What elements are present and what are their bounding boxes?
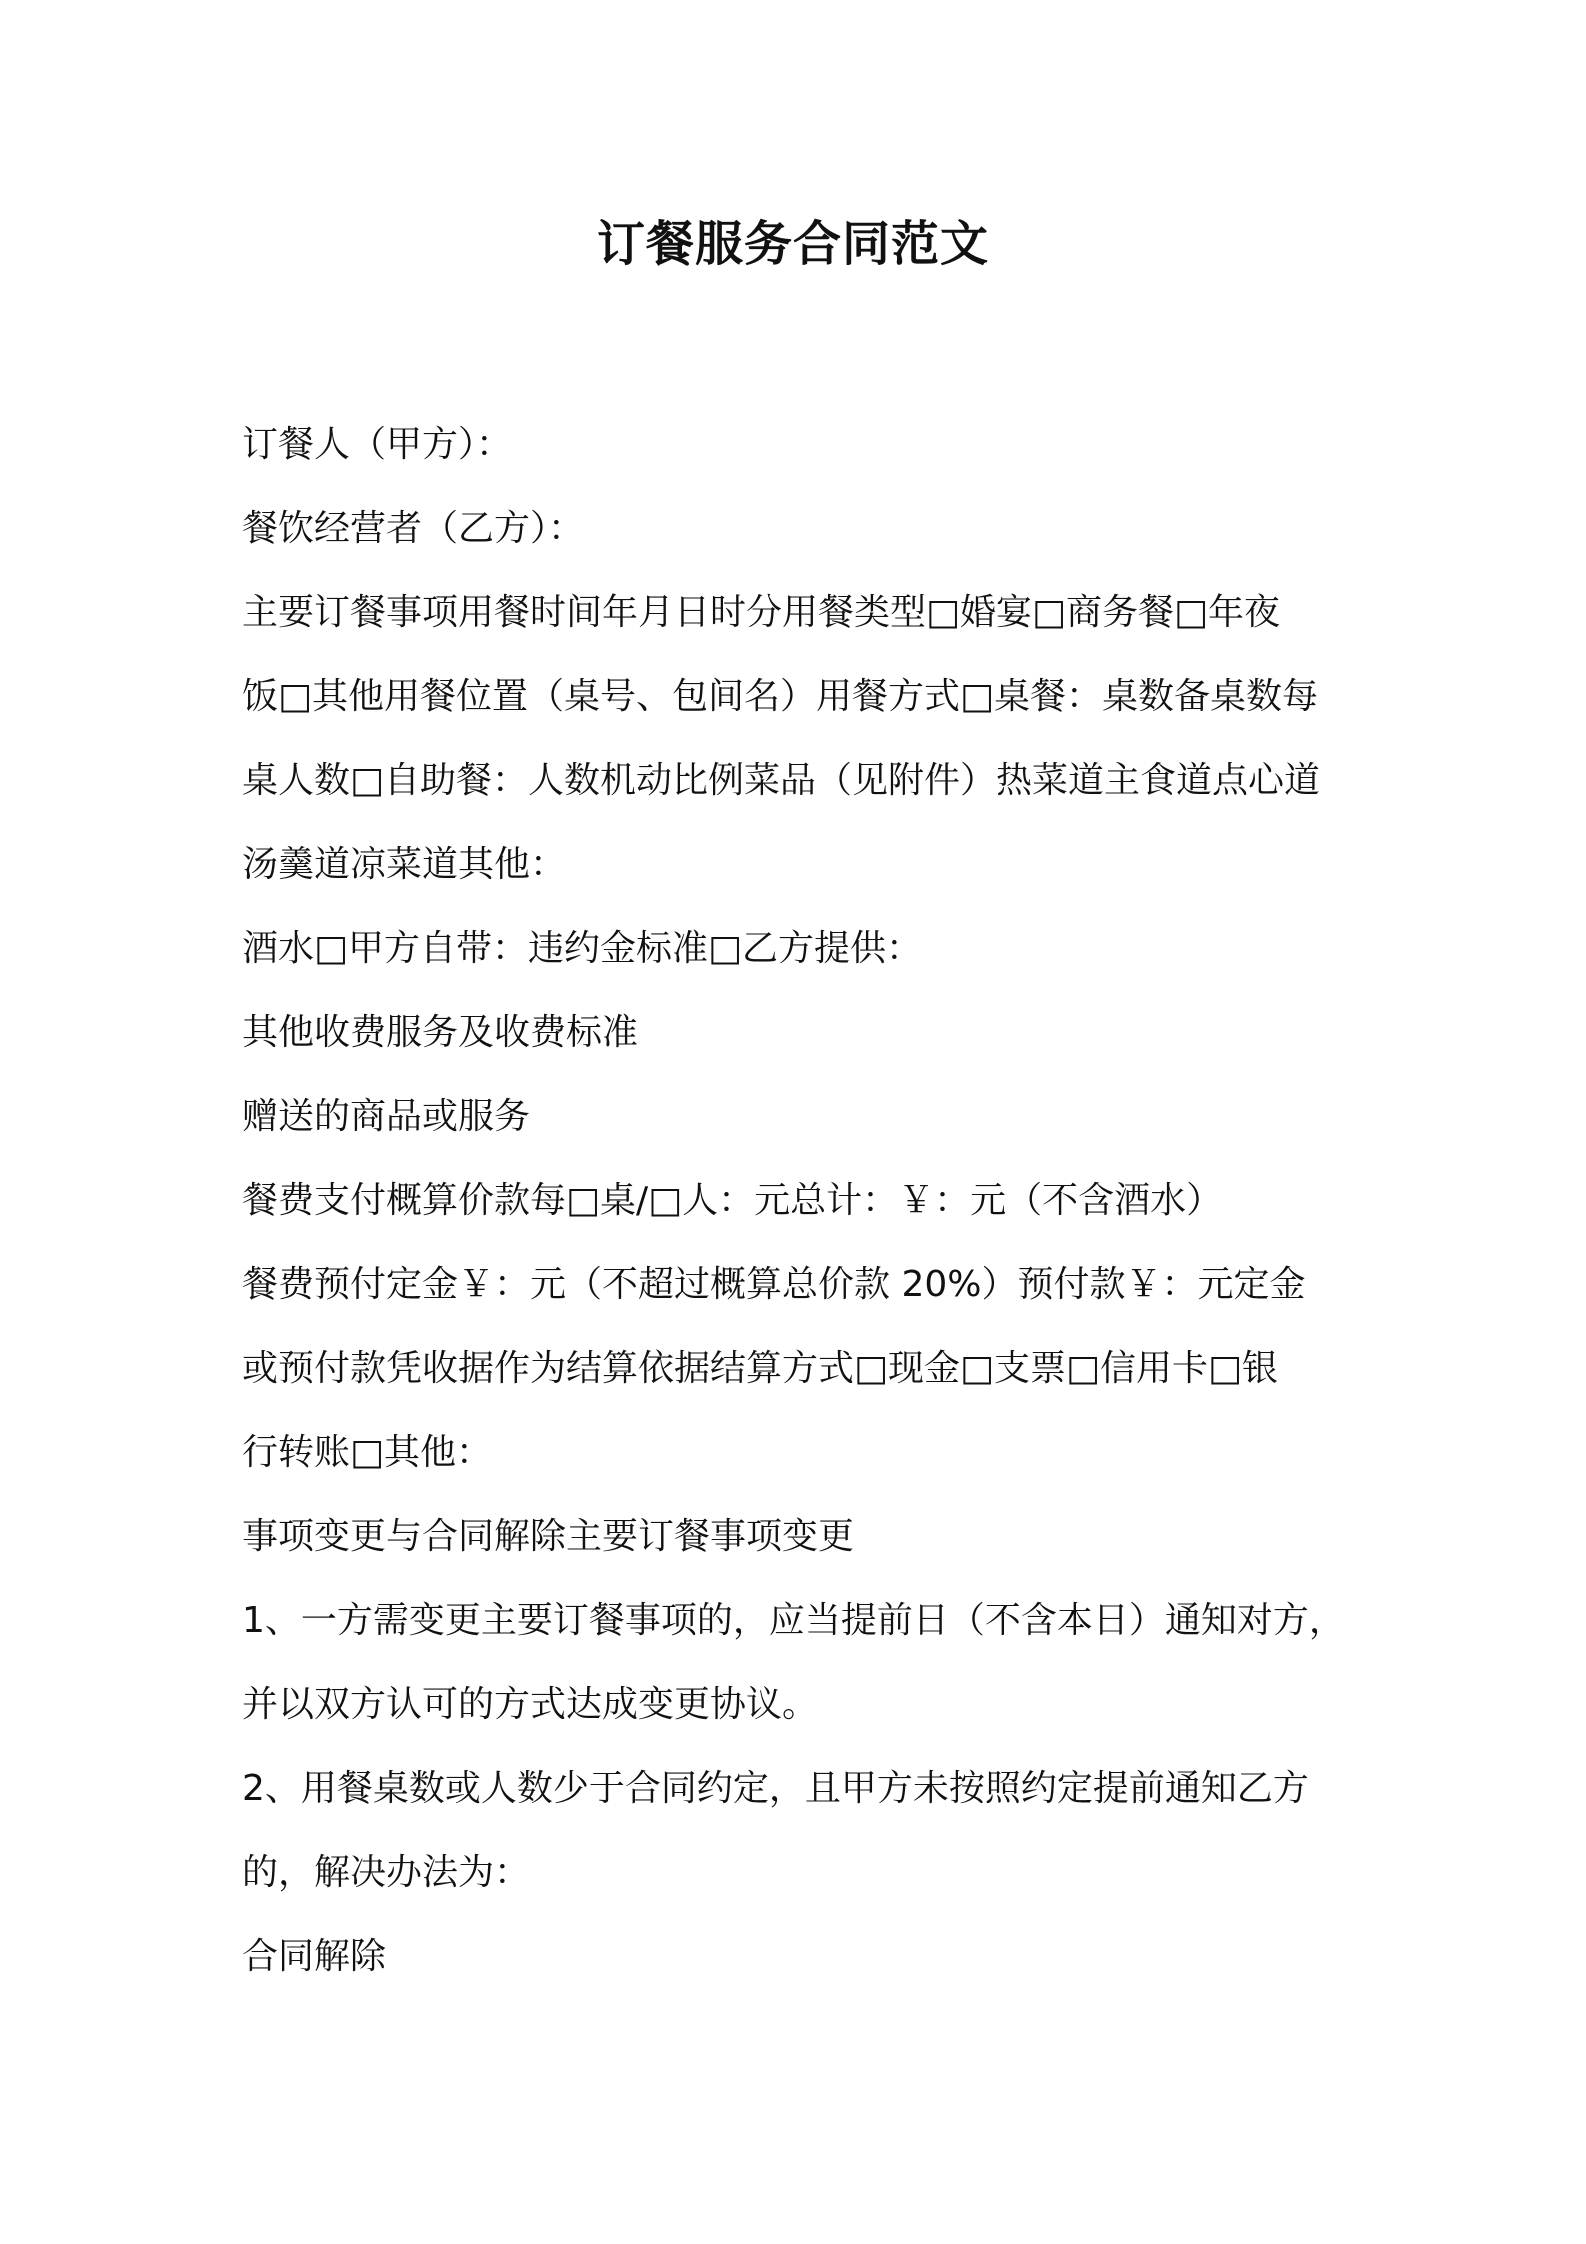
clause-2-line-1: 2、用餐桌数或人数少于合同约定，且甲方未按照约定提前通知乙方 <box>242 1768 1309 1809</box>
gifts-line: 赠送的商品或服务 <box>242 1096 531 1137</box>
payment-estimate-line: 餐费支付概算价款每□桌/□人：元总计：￥：元（不含酒水） <box>242 1180 1223 1221</box>
clause-1-line-2: 并以双方认可的方式达成变更协议。 <box>242 1684 819 1725</box>
party-a-line: 订餐人（甲方）： <box>242 424 513 465</box>
changes-heading: 事项变更与合同解除主要订餐事项变更 <box>242 1516 855 1557</box>
party-b-line: 餐饮经营者（乙方）： <box>242 508 585 549</box>
main-items-line-1: 主要订餐事项用餐时间年月日时分用餐类型□婚宴□商务餐□年夜 <box>242 592 1281 633</box>
other-fees-line: 其他收费服务及收费标准 <box>242 1012 639 1053</box>
deposit-line-3: 行转账□其他： <box>242 1432 493 1473</box>
document-body <box>242 403 1372 1999</box>
termination-heading: 合同解除 <box>242 1936 387 1977</box>
main-items-line-2: 饭□其他用餐位置（桌号、包间名）用餐方式□桌餐：桌数备桌数每 <box>242 676 1319 717</box>
deposit-line-2: 或预付款凭收据作为结算依据结算方式□现金□支票□信用卡□银 <box>242 1348 1279 1389</box>
clause-2-line-2: 的，解决办法为： <box>242 1852 531 1893</box>
main-items-line-4: 汤羹道凉菜道其他： <box>242 844 567 885</box>
deposit-line-1: 餐费预付定金￥：元（不超过概算总价款 20%）预付款￥：元定金 <box>242 1264 1306 1305</box>
document-title: 订餐服务合同范文 <box>596 216 989 272</box>
clause-1-line-1: 1、一方需变更主要订餐事项的，应当提前日（不含本日）通知对方， <box>242 1600 1345 1641</box>
drinks-line: 酒水□甲方自带：违约金标准□乙方提供： <box>242 928 923 969</box>
main-items-line-3: 桌人数□自助餐：人数机动比例菜品（见附件）热菜道主食道点心道 <box>242 760 1321 801</box>
